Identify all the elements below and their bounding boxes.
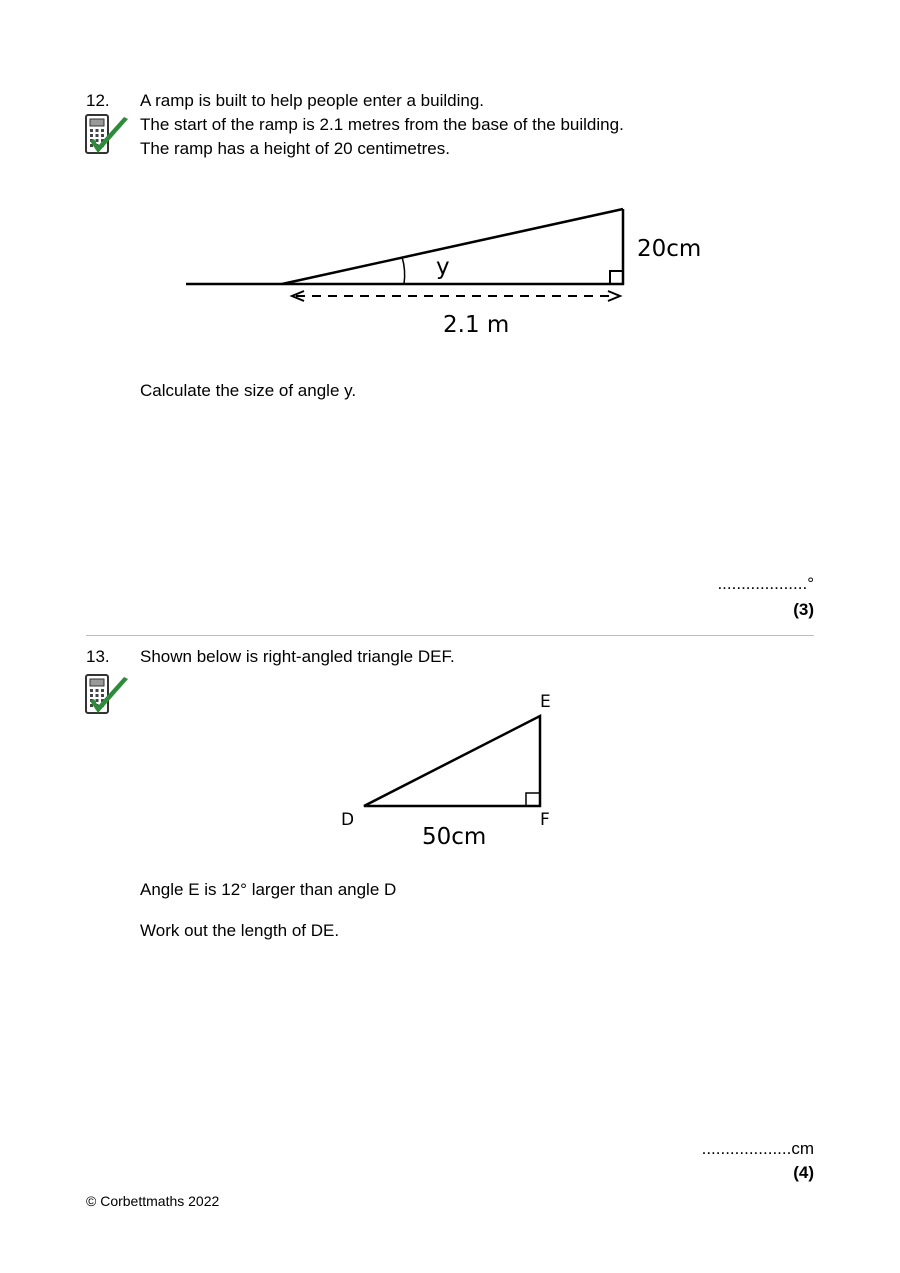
side-df-label: 50cm xyxy=(422,824,487,850)
vertex-f-label: F xyxy=(540,810,550,830)
q13-answer-line[interactable]: ...................cm xyxy=(701,1139,814,1158)
copyright-footer: © Corbettmaths 2022 xyxy=(86,1193,220,1209)
q12-instruction: Calculate the size of angle y. xyxy=(140,381,357,400)
right-angle-mark-f xyxy=(526,793,540,806)
vertex-d-label: D xyxy=(341,810,355,830)
triangle-def xyxy=(364,716,540,806)
calculator-allowed-icon xyxy=(84,673,130,719)
calculator-allowed-icon xyxy=(84,113,130,159)
ramp-diagram xyxy=(170,190,730,350)
ramp-slope xyxy=(282,209,623,284)
height-label: 20cm xyxy=(637,236,702,262)
q13-intro: Shown below is right-angled triangle DEF. xyxy=(140,647,455,666)
length-label: 2.1 m xyxy=(443,312,510,338)
q12-marks: (3) xyxy=(793,600,814,619)
question-divider xyxy=(86,635,814,636)
q12-line-3: The ramp has a height of 20 centimetres. xyxy=(140,139,450,158)
q12-line-2: The start of the ramp is 2.1 metres from the base of the building. xyxy=(140,115,624,134)
q12-answer-line[interactable]: ...................° xyxy=(717,574,814,593)
triangle-def-diagram xyxy=(330,685,590,855)
q13-statement: Angle E is 12° larger than angle D xyxy=(140,880,397,899)
arrowhead-right xyxy=(608,291,620,301)
vertex-e-label: E xyxy=(540,692,551,712)
q13-instruction: Work out the length of DE. xyxy=(140,921,340,940)
angle-y-label: y xyxy=(436,254,450,280)
q13-number: 13. xyxy=(86,647,110,666)
q13-marks: (4) xyxy=(793,1163,814,1182)
q12-line-1: A ramp is built to help people enter a building. xyxy=(140,91,485,110)
angle-y-arc xyxy=(402,257,405,284)
right-angle-mark xyxy=(610,271,623,284)
q12-number: 12. xyxy=(86,91,110,110)
